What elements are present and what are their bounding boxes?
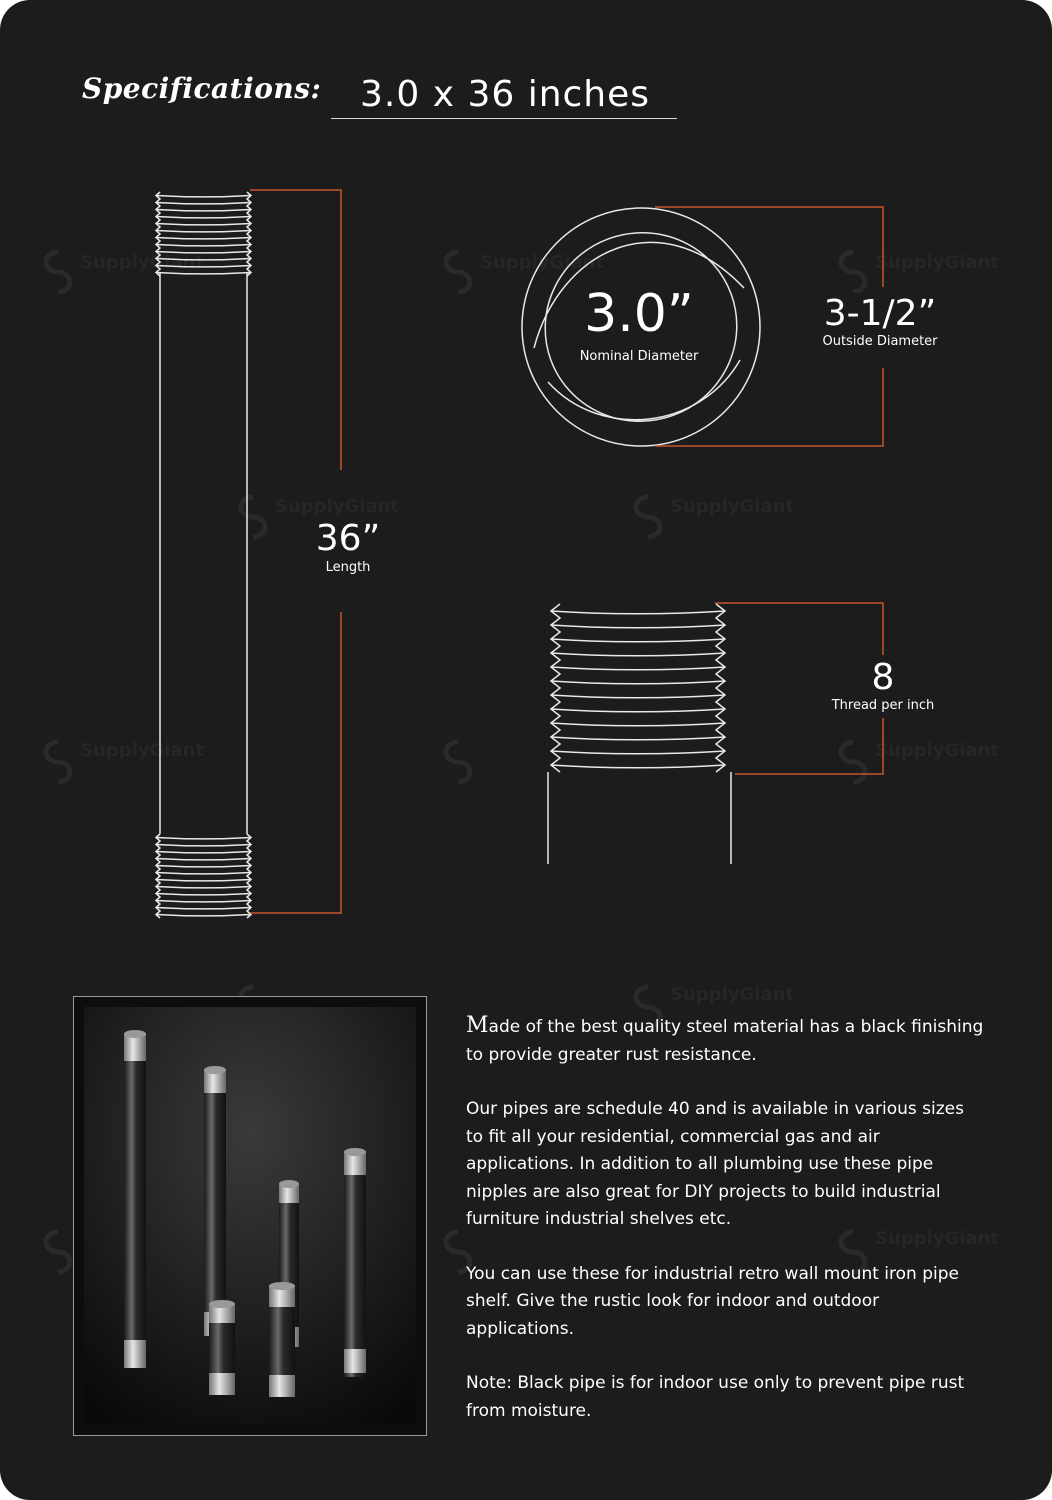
thread-line: [156, 887, 251, 888]
thread-line: [156, 838, 251, 839]
nominal-diameter-label: Nominal Diameter: [579, 349, 699, 364]
thread-line: [156, 231, 251, 232]
thread-line: [156, 894, 251, 895]
photo-pipe: [204, 1066, 226, 1336]
photo-pipe: [124, 1030, 146, 1368]
description-text: ade of the best quality steel material has a black finishing to provide greater rust resistance.: [466, 1017, 984, 1065]
watermark-label: SupplyGiant: [875, 1228, 999, 1249]
thread-line: [551, 723, 725, 726]
thread-line: [551, 709, 725, 712]
length-value: 36”: [315, 518, 381, 559]
thread-edge: [247, 192, 251, 276]
thread-line: [156, 196, 251, 197]
thread-count-label: Thread per inch: [831, 698, 935, 713]
thread-line: [156, 859, 251, 860]
description-paragraph: You can use these for industrial retro wall mount iron pipe shelf. Give the rustic look for indoor and outdoor applications.: [466, 1263, 959, 1339]
thread-line: [551, 625, 725, 628]
thread-line: [551, 639, 725, 642]
watermark-label: SupplyGiant: [480, 252, 604, 273]
thread-line: [156, 245, 251, 246]
thread-line: [551, 737, 725, 740]
thread-line: [156, 873, 251, 874]
outside-diameter-label: Outside Diameter: [822, 334, 938, 349]
watermark-label: SupplyGiant: [80, 740, 204, 761]
thread-line: [551, 681, 725, 684]
watermark-label: SupplyGiant: [670, 496, 794, 517]
thread-line: [156, 901, 251, 902]
description-paragraph: [466, 1012, 986, 1069]
description-note: Note: Black pipe is for indoor use only to prevent pipe rust from moisture.: [466, 1373, 965, 1421]
photo-pipe: [209, 1300, 235, 1395]
photo-pipe: [269, 1282, 295, 1397]
specifications-value: 3.0 x 36 inches: [360, 74, 651, 115]
watermark-label: SupplyGiant: [275, 496, 399, 517]
watermark-label: SupplyGiant: [875, 740, 999, 761]
nominal-diameter-value: 3.0”: [584, 284, 694, 344]
thread-line: [156, 915, 251, 916]
thread-line: [156, 908, 251, 909]
thread-line: [551, 653, 725, 656]
thread-closeup-drawing: [548, 604, 731, 864]
thread-line: [156, 210, 251, 211]
thread-line: [156, 852, 251, 853]
dropcap-letter: M: [466, 1013, 489, 1038]
specifications-heading: Specifications:: [82, 72, 322, 105]
outside-diameter-value: 3-1/2”: [810, 293, 950, 334]
thread-line: [156, 217, 251, 218]
thread-count-value: 8: [871, 657, 895, 698]
thread-line: [551, 611, 725, 614]
watermark-label: SupplyGiant: [875, 252, 999, 273]
long-pipe-drawing: [156, 192, 251, 918]
watermark-label: SupplyGiant: [670, 984, 794, 1005]
photo-pipe: [344, 1148, 366, 1377]
watermark-label: SupplyGiant: [80, 252, 204, 273]
thread-edge: [247, 834, 251, 918]
length-label: Length: [325, 560, 371, 575]
product-description: [466, 1012, 986, 1452]
thread-edge: [716, 604, 725, 772]
thread-edge: [551, 604, 560, 772]
thread-line: [156, 203, 251, 204]
thread-line: [156, 224, 251, 225]
thread-line: [551, 765, 725, 768]
thread-line: [156, 238, 251, 239]
pipe-threads-bottom: [156, 834, 251, 918]
thread-line: [156, 880, 251, 881]
product-photo: [73, 996, 427, 1436]
description-paragraph: Our pipes are schedule 40 and is available in various sizes to fit all your residential, commercial gas and air applications. In addition to all plumbing use these pipe nipples are also great for DIY projects to build industrial furniture industrial shelves etc.: [466, 1099, 964, 1229]
thread-line: [156, 866, 251, 867]
thread-line: [551, 751, 725, 754]
thread-line: [551, 695, 725, 698]
pipes-illustration: [74, 997, 426, 1435]
thread-edge: [156, 834, 160, 918]
thread-line: [156, 845, 251, 846]
thread-line: [551, 667, 725, 670]
